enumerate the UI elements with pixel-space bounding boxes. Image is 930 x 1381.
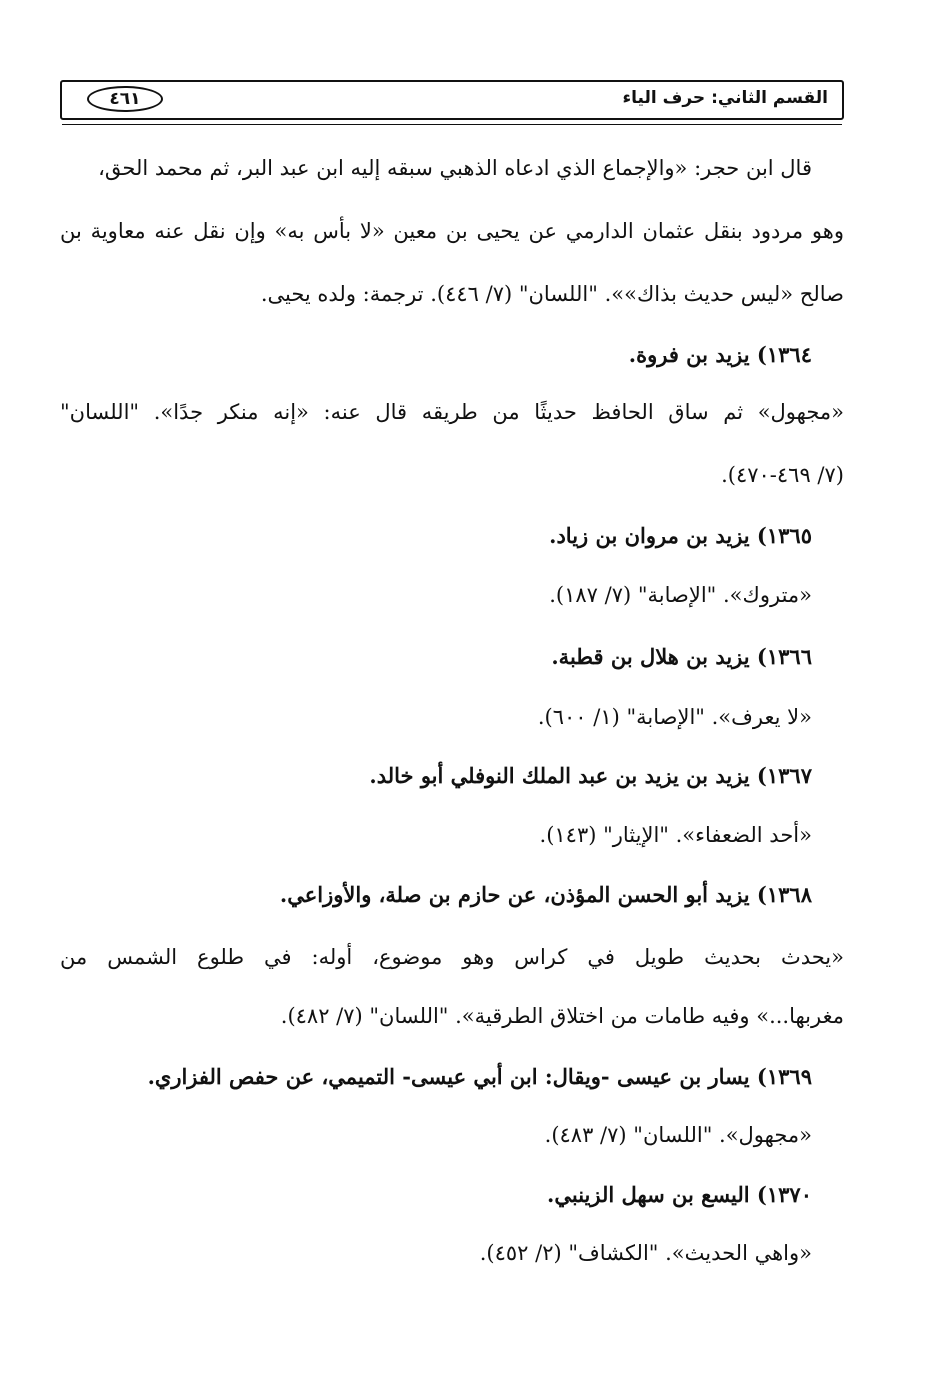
entry-note-1368-line-2: مغربها...» وفيه طامات من اختلاق الطرقية». "اللسان" (٧/ ٤٨٢). <box>280 1004 844 1028</box>
entry-note-1366: «لا يعرف». "الإصابة" (١/ ٦٠٠). <box>537 705 812 729</box>
entry-note-1364-line-2: (٧/ ٤٦٩-٤٧٠). <box>721 463 844 487</box>
section-title: القسم الثاني: حرف الياء <box>622 88 828 108</box>
entry-title-1364: ١٣٦٤) يزيد بن فروة. <box>628 342 812 367</box>
entry-title-1368: ١٣٦٨) يزيد أبو الحسن المؤذن، عن حازم بن صلة، والأوزاعي. <box>279 882 812 907</box>
entry-title-1370: ١٣٧٠) اليسع بن سهل الزينبي. <box>547 1182 812 1207</box>
entry-title-1365: ١٣٦٥) يزيد بن مروان بن زياد. <box>549 523 812 548</box>
entry-note-1369: «مجهول». "اللسان" (٧/ ٤٨٣). <box>544 1123 812 1147</box>
page-number: ٤٦١ <box>87 86 163 112</box>
entry-title-1367: ١٣٦٧) يزيد بن يزيد بن عبد الملك النوفلي أبو خالد. <box>369 763 812 788</box>
page-header <box>60 80 844 120</box>
entry-note-1368-line-1: «يحدث بحديث طويل في كراس وهو موضوع، أوله: في طلوع الشمس من <box>60 945 844 969</box>
entry-note-1367: «أحد الضعفاء». "الإيثار" (١٤٣). <box>539 823 812 847</box>
intro-line-1: قال ابن حجر: «والإجماع الذي ادعاه الذهبي سبقه إليه ابن عبد البر، ثم محمد الحق، <box>98 156 812 180</box>
intro-line-3: صالح «ليس حديث بذاك»». "اللسان" (٧/ ٤٤٦). ترجمة: ولده يحيى. <box>260 282 844 306</box>
entry-note-1364-line-1: «مجهول» ثم ساق الحافظ حديثًا من طريقه قال عنه: «إنه منكر جدًا». "اللسان" <box>60 400 844 424</box>
entry-note-1370: «واهي الحديث». "الكشاف" (٢/ ٤٥٢). <box>479 1241 812 1265</box>
intro-line-2: وهو مردود بنقل عثمان الدارمي عن يحيى بن معين «لا بأس به» وإن نقل عنه معاوية بن <box>60 219 844 243</box>
entry-title-1369: ١٣٦٩) يسار بن عيسى -ويقال: ابن أبي عيسى- التميمي، عن حفص الفزاري. <box>147 1064 812 1089</box>
entry-note-1365: «متروك». "الإصابة" (٧/ ١٨٧). <box>549 583 812 607</box>
entry-title-1366: ١٣٦٦) يزيد بن هلال بن قطبة. <box>551 644 812 669</box>
